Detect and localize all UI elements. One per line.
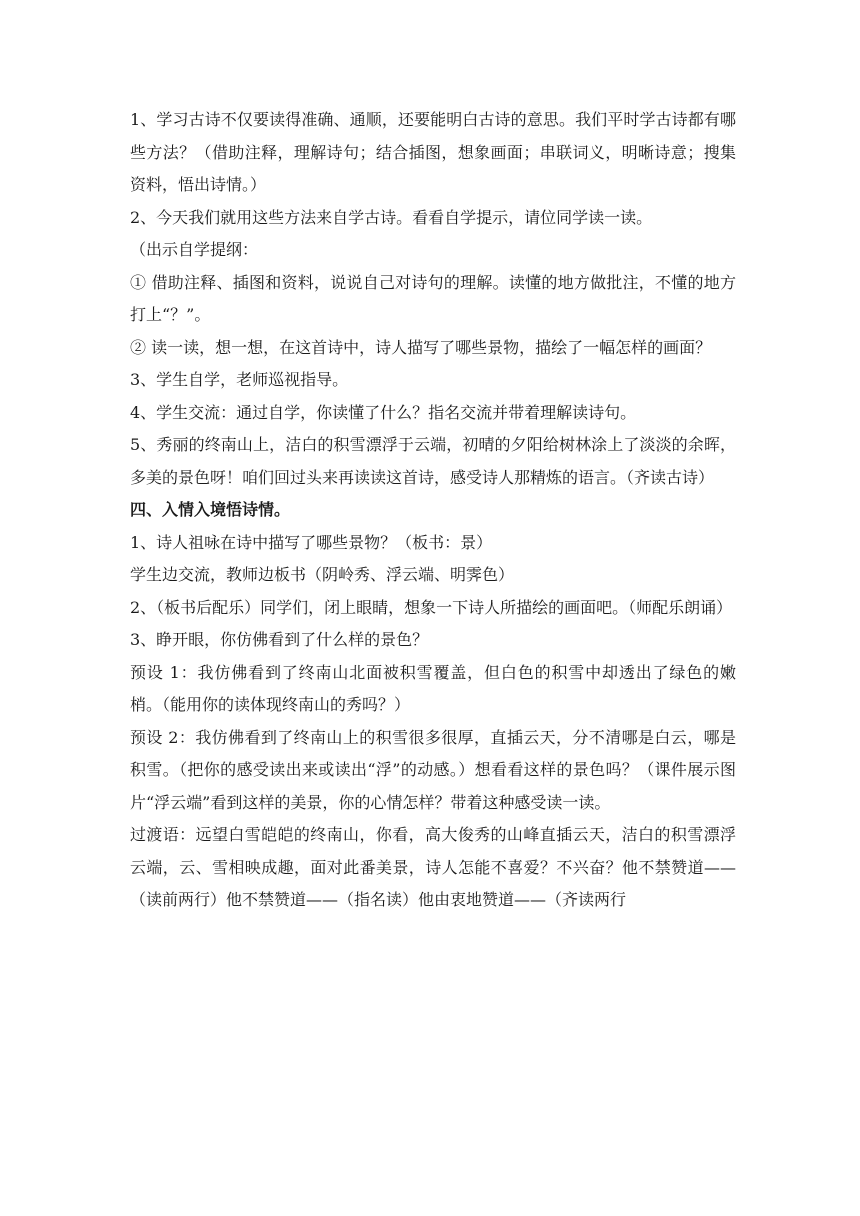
paragraph-5: ② 读一读，想一想，在这首诗中，诗人描写了哪些景物，描绘了一幅怎样的画面？ [130, 337, 712, 357]
paragraph-1: 1、学习古诗不仅要读得准确、通顺，还要能明白古诗的意思。我们平时学古诗都有哪些方法？（借助注释，理解诗句；结合插图，想象画面；串联词义，明晰诗意；搜集资料，悟出诗情。） [130, 110, 736, 194]
paragraph-16: 过渡语：远望白雪皑皑的终南山，你看，高大俊秀的山峰直插云天，洁白的积雪漂浮云端，云、雪相映成趣，面对此番美景，诗人怎能不喜爱？不兴奋？他不禁赞道——（读前两行）他不禁赞道——（指名读）他由衷地赞道——（齐读两行 [130, 825, 736, 909]
paragraph-4: ① 借助注释、插图和资料，说说自己对诗句的理解。读懂的地方做批注，不懂的地方打上“？”。 [130, 272, 736, 324]
section-heading: 四、入情入境悟诗情。 [130, 500, 291, 519]
paragraph-10: 1、诗人祖咏在诗中描写了哪些景物？（板书：景） [130, 532, 493, 552]
paragraph-2: 2、今天我们就用这些方法来自学古诗。看看自学提示，请位同学读一读。 [130, 207, 653, 227]
paragraph-15: 预设 2：我仿佛看到了终南山上的积雪很多很厚，直插云天，分不清哪是白云，哪是积雪。（把你的感受读出来或读出“浮”的动感。）想看看这样的景色吗？（课件展示图片“浮云端”看到这样的美景，你的心情怎样？带着这种感受读一读。 [130, 727, 736, 812]
paragraph-8: 5、秀丽的终南山上，洁白的积雪漂浮于云端，初晴的夕阳给树林涂上了淡淡的余晖，多美的景色呀！咱们回过头来再读读这首诗，感受诗人那精炼的语言。（齐读古诗） [130, 435, 736, 487]
paragraph-6: 3、学生自学，老师巡视指导。 [130, 370, 349, 389]
paragraph-12: 2、（板书后配乐）同学们，闭上眼睛，想象一下诗人所描绘的画面吧。（师配乐朗诵） [130, 597, 733, 617]
paragraph-7: 4、学生交流：通过自学，你读懂了什么？指名交流并带着理解读诗句。 [130, 402, 637, 422]
paragraph-13: 3、睁开眼，你仿佛看到了什么样的景色？ [130, 630, 429, 649]
paragraph-11: 学生边交流，教师边板书（阴岭秀、浮云端、明霁色） [130, 565, 515, 584]
paragraph-14: 预设 1：我仿佛看到了终南山北面被积雪覆盖，但白色的积雪中却透出了绿色的嫩梢。（能用你的读体现终南山的秀吗？） [130, 662, 736, 714]
document-body [130, 104, 736, 917]
paragraph-3: （出示自学提纲： [130, 240, 259, 259]
